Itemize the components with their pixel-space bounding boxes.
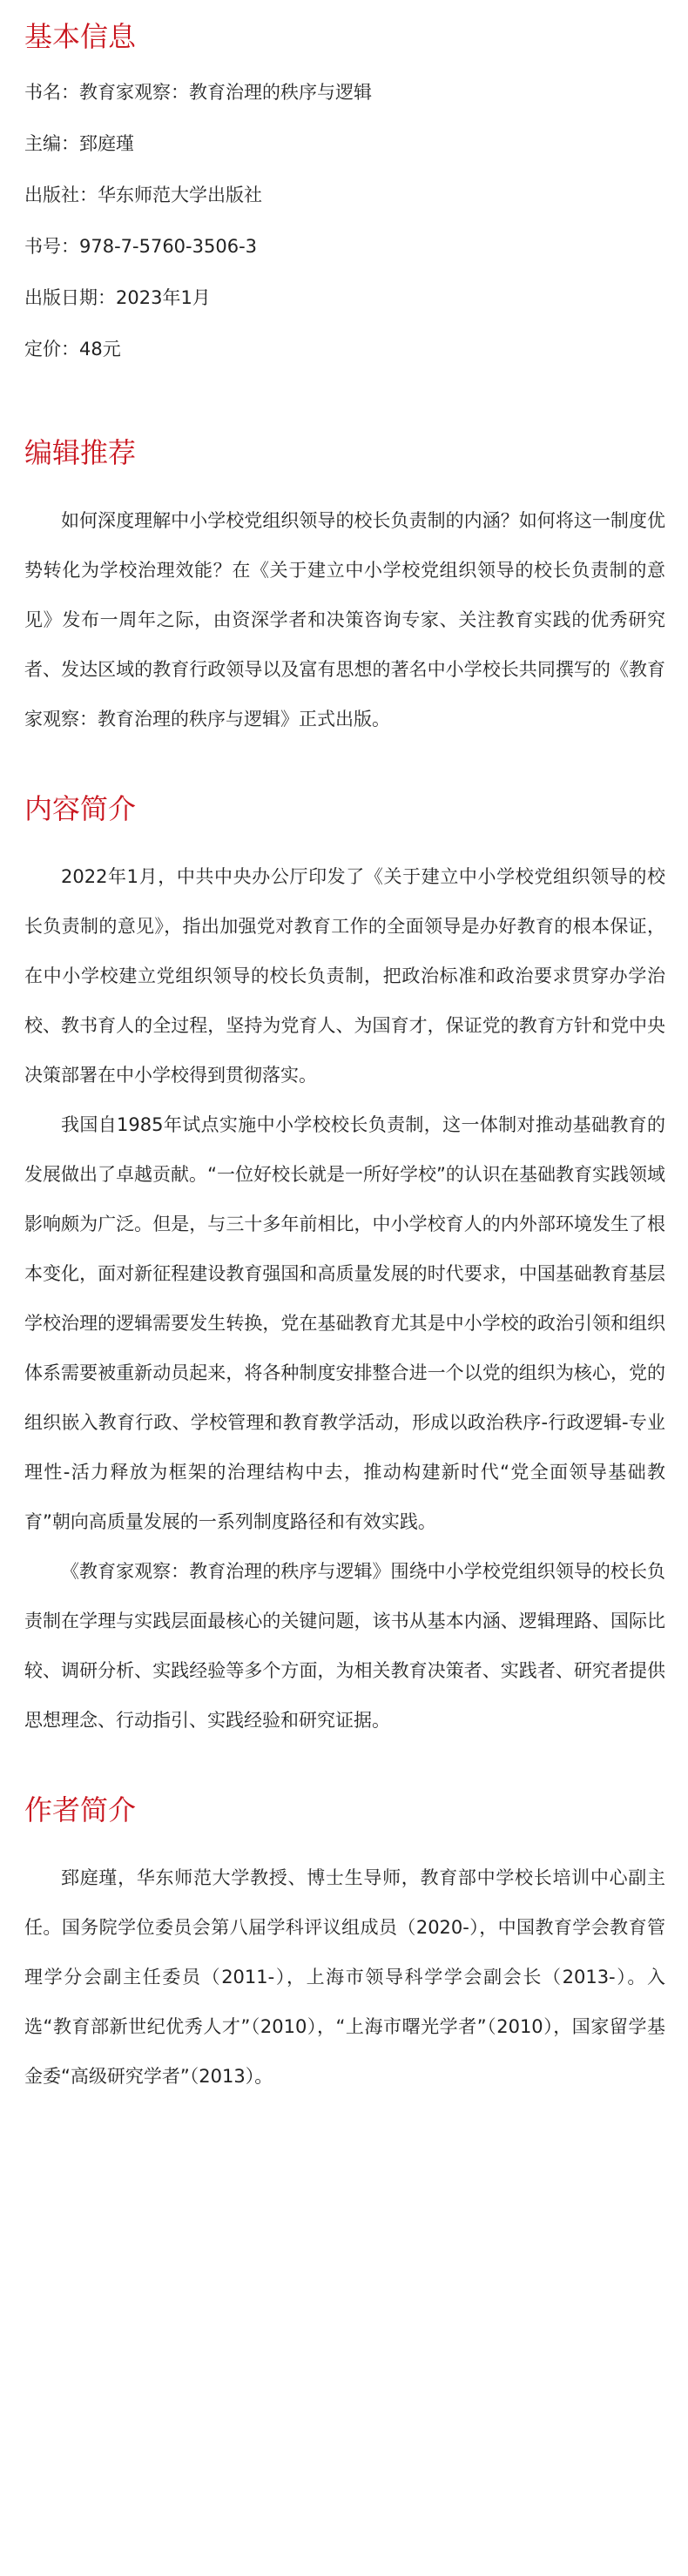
section-title-editor-recommendation: 编辑推荐 (24, 436, 137, 469)
info-value: 978-7-5760-3506-3 (79, 236, 258, 257)
info-value: 郅庭瑾 (79, 133, 134, 154)
paragraph: 如何深度理解中小学校党组织领导的校长负责制的内涵？如何将这一制度优势转化为学校治理效能？在《关于建立中小学校党组织领导的校长负责制的意见》发布一周年之际，由资深学者和决策咨询专家、关注教育实践的优秀研究者、发达区域的教育行政领导以及富有思想的著名中小学校长共同撰写的《教育家观察：教育治理的秩序与逻辑》正式出版。 (24, 510, 665, 730)
section-title-content-summary: 内容简介 (24, 792, 137, 825)
info-value: 教育家观察：教育治理的秩序与逻辑 (79, 82, 372, 103)
paragraph: 2022年1月，中共中央办公厅印发了《关于建立中小学校党组织领导的校长负责制的意见》，指出加强党对教育工作的全面领导是办好教育的根本保证，在中小学校建立党组织领导的校长负责制，把政治标准和政治要求贯穿办学治校、教书育人的全过程，坚持为党育人、为国育才，保证党的教育方针和党中央决策部署在中小学校得到贯彻落实。 (24, 866, 665, 1086)
info-line-date (24, 286, 665, 310)
info-label: 主编： (24, 133, 79, 154)
section-title-author-intro: 作者简介 (24, 1793, 137, 1826)
info-line-title (24, 80, 665, 104)
paragraph: 《教育家观察：教育治理的秩序与逻辑》围绕中小学校党组织领导的校长负责制在学理与实践层面最核心的关键问题，该书从基本内涵、逻辑理路、国际比较、调研分析、实践经验等多个方面，为相关教育决策者、实践者、研究者提供思想理念、行动指引、实践经验和研究证据。 (24, 1561, 665, 1731)
info-line-price (24, 337, 665, 361)
info-value: 2023年1月 (116, 287, 211, 308)
info-value: 48元 (79, 339, 121, 360)
info-line-isbn (24, 234, 665, 259)
info-label: 出版社： (24, 185, 98, 205)
info-line-publisher (24, 183, 665, 207)
info-label: 书名： (24, 82, 79, 103)
info-label: 书号： (24, 236, 79, 257)
basic-info-list (24, 80, 665, 361)
paragraph: 郅庭瑾，华东师范大学教授、博士生导师，教育部中学校长培训中心副主任。国务院学位委员会第八届学科评议组成员（2020-），中国教育学会教育管理学分会副主任委员（2011-），上海市领导科学学会副会长（2013-）。入选“教育部新世纪优秀人才”（2010），“上海市曙光学者”（2010），国家留学基金委“高级研究学者”（2013）。 (24, 1867, 665, 2087)
info-line-editor (24, 131, 665, 156)
section-title-basic-info: 基本信息 (24, 20, 137, 53)
info-value: 华东师范大学出版社 (98, 185, 262, 205)
info-label: 定价： (24, 339, 79, 360)
info-label: 出版日期： (24, 287, 116, 308)
paragraph: 我国自1985年试点实施中小学校校长负责制，这一体制对推动基础教育的发展做出了卓越贡献。“一位好校长就是一所好学校”的认识在基础教育实践领域影响颇为广泛。但是，与三十多年前相比，中小学校育人的内外部环境发生了根本变化，面对新征程建设教育强国和高质量发展的时代要求，中国基础教育基层学校治理的逻辑需要发生转换，党在基础教育尤其是中小学校的政治引领和组织体系需要被重新动员起来，将各种制度安排整合进一个以党的组织为核心，党的组织嵌入教育行政、学校管理和教育教学活动，形成以政治秩序-行政逻辑-专业理性-活力释放为框架的治理结构中去，推动构建新时代“党全面领导基础教育”朝向高质量发展的一系列制度路径和有效实践。 (24, 1114, 665, 1532)
